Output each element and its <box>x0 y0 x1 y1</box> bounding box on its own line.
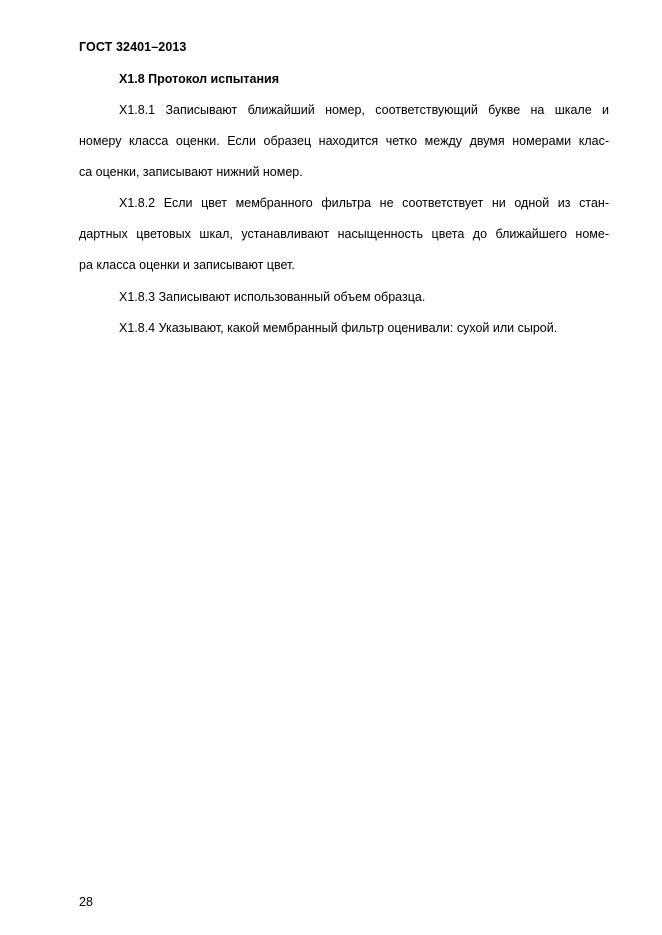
paragraph-line: Х1.8.3 Записывают использованный объем образца. <box>119 290 426 304</box>
paragraph-line: са оценки, записывают нижний номер. <box>79 165 303 179</box>
paragraph-line: Х1.8.1 Записывают ближайший номер, соответствующий букве на шкале и <box>119 103 609 117</box>
page-number: 28 <box>79 895 93 909</box>
paragraph-line: Х1.8.2 Если цвет мембранного фильтра не соответствует ни одной из стан- <box>119 196 609 210</box>
paragraph-x1-8-3 <box>79 282 609 313</box>
paragraph-line: дартных цветовых шкал, устанавливают насыщенность цвета до ближайшего номе- <box>79 227 609 241</box>
paragraph-line: номеру класса оценки. Если образец находится четко между двумя номерами клас- <box>79 134 609 148</box>
paragraph-x1-8-4 <box>79 313 609 344</box>
paragraph-x1-8-2 <box>79 188 609 281</box>
standard-header: ГОСТ 32401–2013 <box>79 40 187 54</box>
paragraph-line: Х1.8.4 Указывают, какой мембранный фильтр оценивали: сухой или сырой. <box>119 321 558 335</box>
section-heading: Х1.8 Протокол испытания <box>119 72 280 86</box>
paragraph-x1-8-1 <box>79 95 609 188</box>
paragraph-line: ра класса оценки и записывают цвет. <box>79 258 295 272</box>
